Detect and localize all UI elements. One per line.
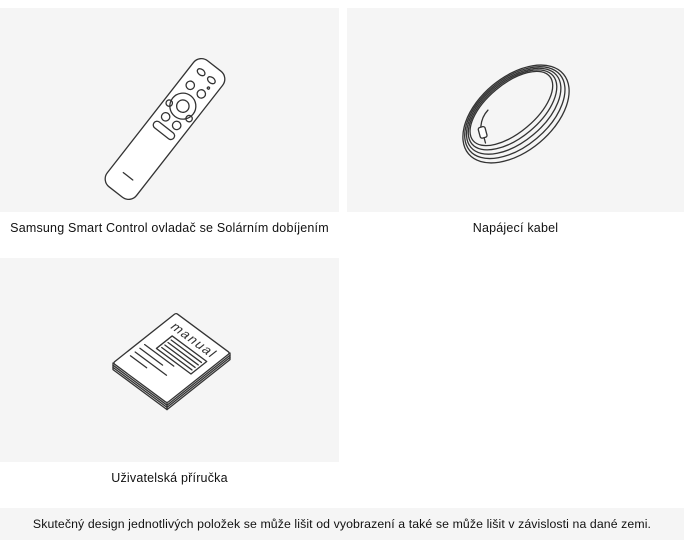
power-cable-icon — [347, 8, 684, 212]
empty-caption — [347, 462, 684, 508]
power-cable-caption: Napájecí kabel — [472, 221, 559, 235]
user-manual-panel — [0, 258, 339, 462]
remote-control-icon — [0, 8, 339, 212]
top-spacer — [0, 0, 684, 8]
remote-panel — [0, 8, 339, 212]
power-cable-panel — [347, 8, 684, 212]
manual-cover-label: manual — [167, 320, 221, 361]
user-manual-icon — [0, 258, 339, 462]
empty-cell — [347, 258, 684, 462]
remote-caption: Samsung Smart Control ovladač se Solárním dobíjením — [10, 221, 329, 235]
caption-row-bottom — [0, 462, 684, 508]
bottom-spacer — [0, 540, 684, 547]
disclaimer-text: Skutečný design jednotlivých položek se může lišit od vyobrazení a také se může lišit v závislosti na dané zemi. — [32, 517, 652, 531]
panel-row-top — [0, 8, 684, 212]
user-manual-caption: Uživatelská příručka — [111, 471, 228, 485]
caption-row-top — [0, 212, 684, 258]
disclaimer-bar — [0, 508, 684, 540]
panel-row-bottom — [0, 258, 684, 462]
